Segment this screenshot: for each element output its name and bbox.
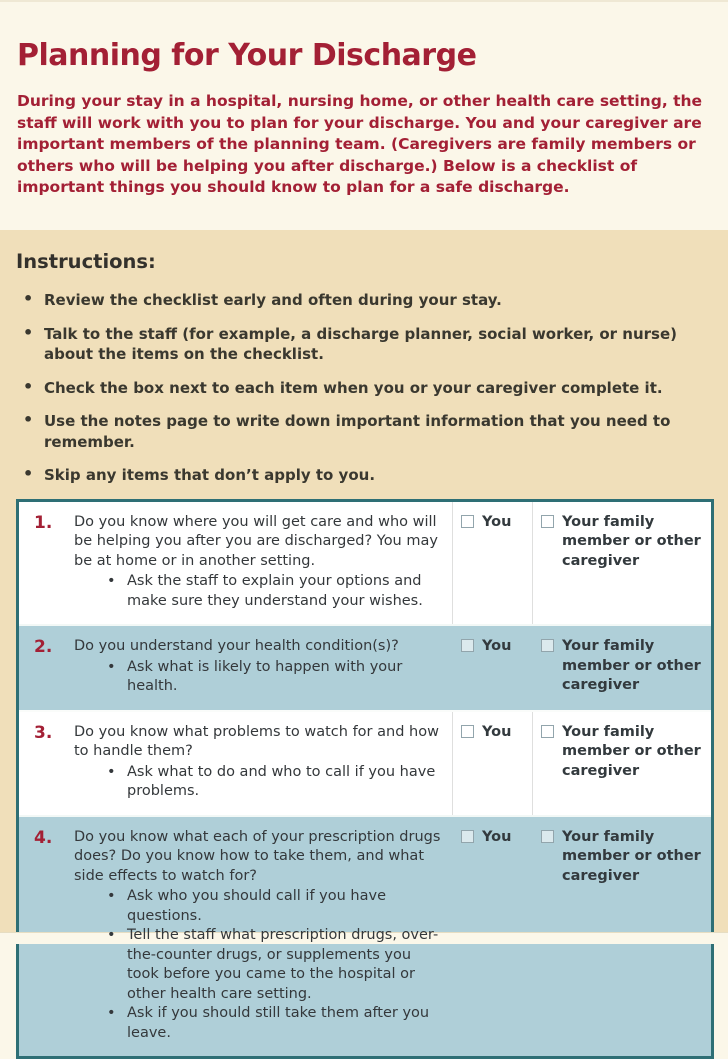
you-checkbox[interactable]: [461, 830, 474, 843]
item-sub-bullet: • Tell the staff what prescription drugs, over-the-counter drugs, or supplements you took before you came to the hospital or other health care setting.: [105, 926, 442, 1004]
instruction-bullet: • Review the checklist early and often during your stay.: [16, 290, 706, 311]
you-label: You: [482, 723, 511, 743]
item-sub-bullets: [74, 658, 442, 697]
item-sub-bullet: • Ask who you should call if you have questions.: [105, 887, 442, 926]
item-question-cell: [74, 626, 452, 710]
caregiver-cell: [532, 626, 711, 710]
caregiver-checkbox[interactable]: [541, 830, 554, 843]
caregiver-label: Your family member or other caregiver: [562, 513, 705, 572]
checklist-row: [19, 710, 711, 815]
item-question-cell: [74, 817, 452, 1057]
caregiver-label: Your family member or other caregiver: [562, 828, 705, 887]
caregiver-label: Your family member or other caregiver: [562, 637, 705, 696]
instruction-bullet: • Use the notes page to write down important information that you need to remember.: [16, 411, 706, 452]
caregiver-cell: [532, 712, 711, 815]
item-question-cell: [74, 502, 452, 625]
item-sub-bullet: • Ask what to do and who to call if you have problems.: [105, 763, 442, 802]
item-question: Do you know what problems to watch for and how to handle them?: [74, 723, 442, 762]
item-number: 2.: [19, 626, 74, 710]
instruction-bullet: • Skip any items that don’t apply to you.: [16, 465, 706, 486]
item-question-cell: [74, 712, 452, 815]
instruction-bullet: • Talk to the staff (for example, a discharge planner, social worker, or nurse) about the items on the checklist.: [16, 324, 706, 365]
you-cell: [452, 502, 532, 625]
caregiver-checkbox[interactable]: [541, 639, 554, 652]
checklist-table: [16, 499, 714, 1059]
caregiver-checkbox[interactable]: [541, 725, 554, 738]
caregiver-label: Your family member or other caregiver: [562, 723, 705, 782]
you-checkbox[interactable]: [461, 639, 474, 652]
you-checkbox[interactable]: [461, 515, 474, 528]
header: [0, 0, 728, 230]
item-sub-bullet: • Ask the staff to explain your options and make sure they understand your wishes.: [105, 572, 442, 611]
item-number: 3.: [19, 712, 74, 815]
instruction-bullet: • Check the box next to each item when you or your caregiver complete it.: [16, 378, 706, 399]
checklist-row: [19, 624, 711, 710]
checklist-row: [19, 502, 711, 625]
item-question: Do you know where you will get care and who will be helping you after you are discharged? You may be at home or in another setting.: [74, 513, 442, 572]
item-question: Do you understand your health condition(s)?: [74, 637, 442, 657]
caregiver-cell: [532, 502, 711, 625]
item-number: 1.: [19, 502, 74, 625]
item-number: 4.: [19, 817, 74, 1057]
you-cell: [452, 626, 532, 710]
page-title: Planning for Your Discharge: [17, 38, 711, 73]
intro-paragraph: During your stay in a hospital, nursing home, or other health care setting, the staff will work with you to plan for your discharge. You and your caregiver are important members of the planning team. (Caregivers are family members or others who will be helping you after discharge.) Below is a checklist of important things you should know to plan for a safe discharge.: [17, 91, 713, 199]
you-label: You: [482, 637, 511, 657]
item-sub-bullet: • Ask if you should still take them after you leave.: [105, 1004, 442, 1043]
caregiver-checkbox[interactable]: [541, 515, 554, 528]
you-label: You: [482, 513, 511, 533]
item-sub-bullets: [74, 763, 442, 802]
you-checkbox[interactable]: [461, 725, 474, 738]
instructions-list: [16, 290, 706, 486]
instructions-section: [0, 230, 728, 932]
item-sub-bullet: • Ask what is likely to happen with your health.: [105, 658, 442, 697]
item-question: Do you know what each of your prescription drugs does? Do you know how to take them, and what side effects to watch for?: [74, 828, 442, 887]
you-label: You: [482, 828, 511, 848]
instructions-heading: Instructions:: [16, 250, 714, 273]
item-sub-bullets: [74, 572, 442, 611]
item-sub-bullets: [74, 887, 442, 1043]
you-cell: [452, 712, 532, 815]
